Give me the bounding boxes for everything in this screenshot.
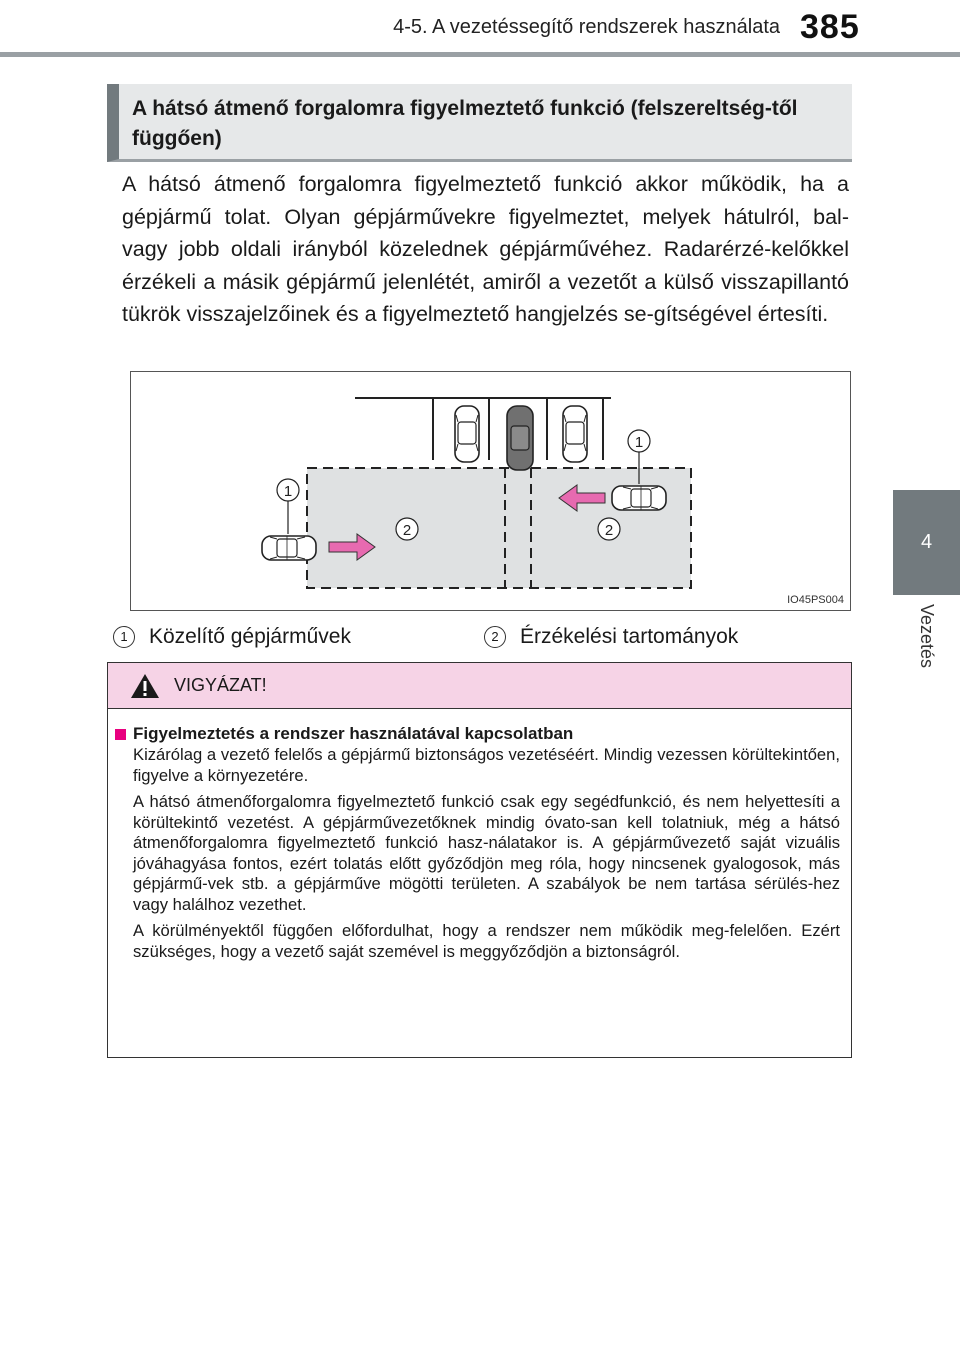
caution-box xyxy=(107,662,852,1058)
caution-label: VIGYÁZAT! xyxy=(174,675,267,695)
chapter-label: Vezetés xyxy=(917,604,937,669)
svg-text:2: 2 xyxy=(402,522,412,539)
caution-paragraph-1: Kizárólag a vezető felelős a gépjármű biztonságos vezetéséért. Mindig vezessen körültekintően, figyelve a környezetére. xyxy=(133,745,840,785)
legend-label-1: Közelítő gépjárművek xyxy=(149,625,351,648)
section-heading-box xyxy=(107,84,852,162)
legend-item-1 xyxy=(113,625,351,649)
svg-text:2: 2 xyxy=(604,522,614,539)
caution-header xyxy=(108,663,851,709)
legend-number-2: 2 xyxy=(484,626,506,648)
page-number: 385 xyxy=(800,8,860,46)
caution-subheading-text: Figyelmeztetés a rendszer használatával kapcsolatban xyxy=(133,724,574,743)
caution-paragraph-3: A körülményektől függően előfordulhat, hogy a rendszer nem működik meg-felelően. Ezért szükséges, hogy a vezető saját szemével is meggyőződjön a biztonságról. xyxy=(133,921,840,961)
parking-illustration xyxy=(131,372,850,610)
svg-text:1: 1 xyxy=(283,483,293,500)
svg-text:1: 1 xyxy=(634,434,644,451)
caution-paragraph-2: A hátsó átmenőforgalomra figyelmeztető funkció csak egy segédfunkció, és nem helyettesíti a körültekintő vezetést. A gépjárművezetőknek mindig óvato-san kell tolatniuk, még a hátsó átmenőforgalomra figyelmeztető funkció hasz-nálatakor is. A gépjárművezető saját vizuális jóváhagyása fontos, ezért tolatás előtt győződjön meg róla, hogy nincsenek gyalogosok, más gépjármű-vek stb. a gépjárműve mögötti területen. A szabályok be nem tartása sérülés-hez vagy halálhoz vezethet. xyxy=(133,792,840,914)
intro-paragraph: A hátsó átmenő forgalomra figyelmeztető funkció akkor működik, ha a gépjármű tolat. Olyan gépjárművekre figyelmeztet, melyek hátulról, bal- vagy jobb oldali irányból közelednek gépjárművéhez. Radarérzé-kelőkkel érzékeli a másik gépjármű jelenlétét, amiről a vezetőt a külső visszapillantó tükrök visszajelzőinek és a figyelmeztető hangjelzés se-gítségével értesíti. xyxy=(122,172,849,326)
caution-body xyxy=(115,723,840,968)
header-title: 4-5. A vezetéssegítő rendszerek használata xyxy=(393,16,780,38)
figure-code: IO45PS004 xyxy=(787,594,844,606)
header-rule xyxy=(0,52,960,57)
legend-label-2: Érzékelési tartományok xyxy=(520,625,739,648)
caution-subheading xyxy=(115,723,840,745)
warning-triangle-icon xyxy=(130,673,160,699)
square-bullet-icon xyxy=(115,729,126,740)
chapter-tab[interactable] xyxy=(893,490,960,595)
legend-number-1: 1 xyxy=(113,626,135,648)
chapter-number: 4 xyxy=(920,531,933,553)
section-title: A hátsó átmenő forgalomra figyelmeztető funkció (felszereltség-től függően) xyxy=(132,97,798,150)
rcta-diagram xyxy=(130,371,851,611)
legend-item-2 xyxy=(484,625,738,649)
